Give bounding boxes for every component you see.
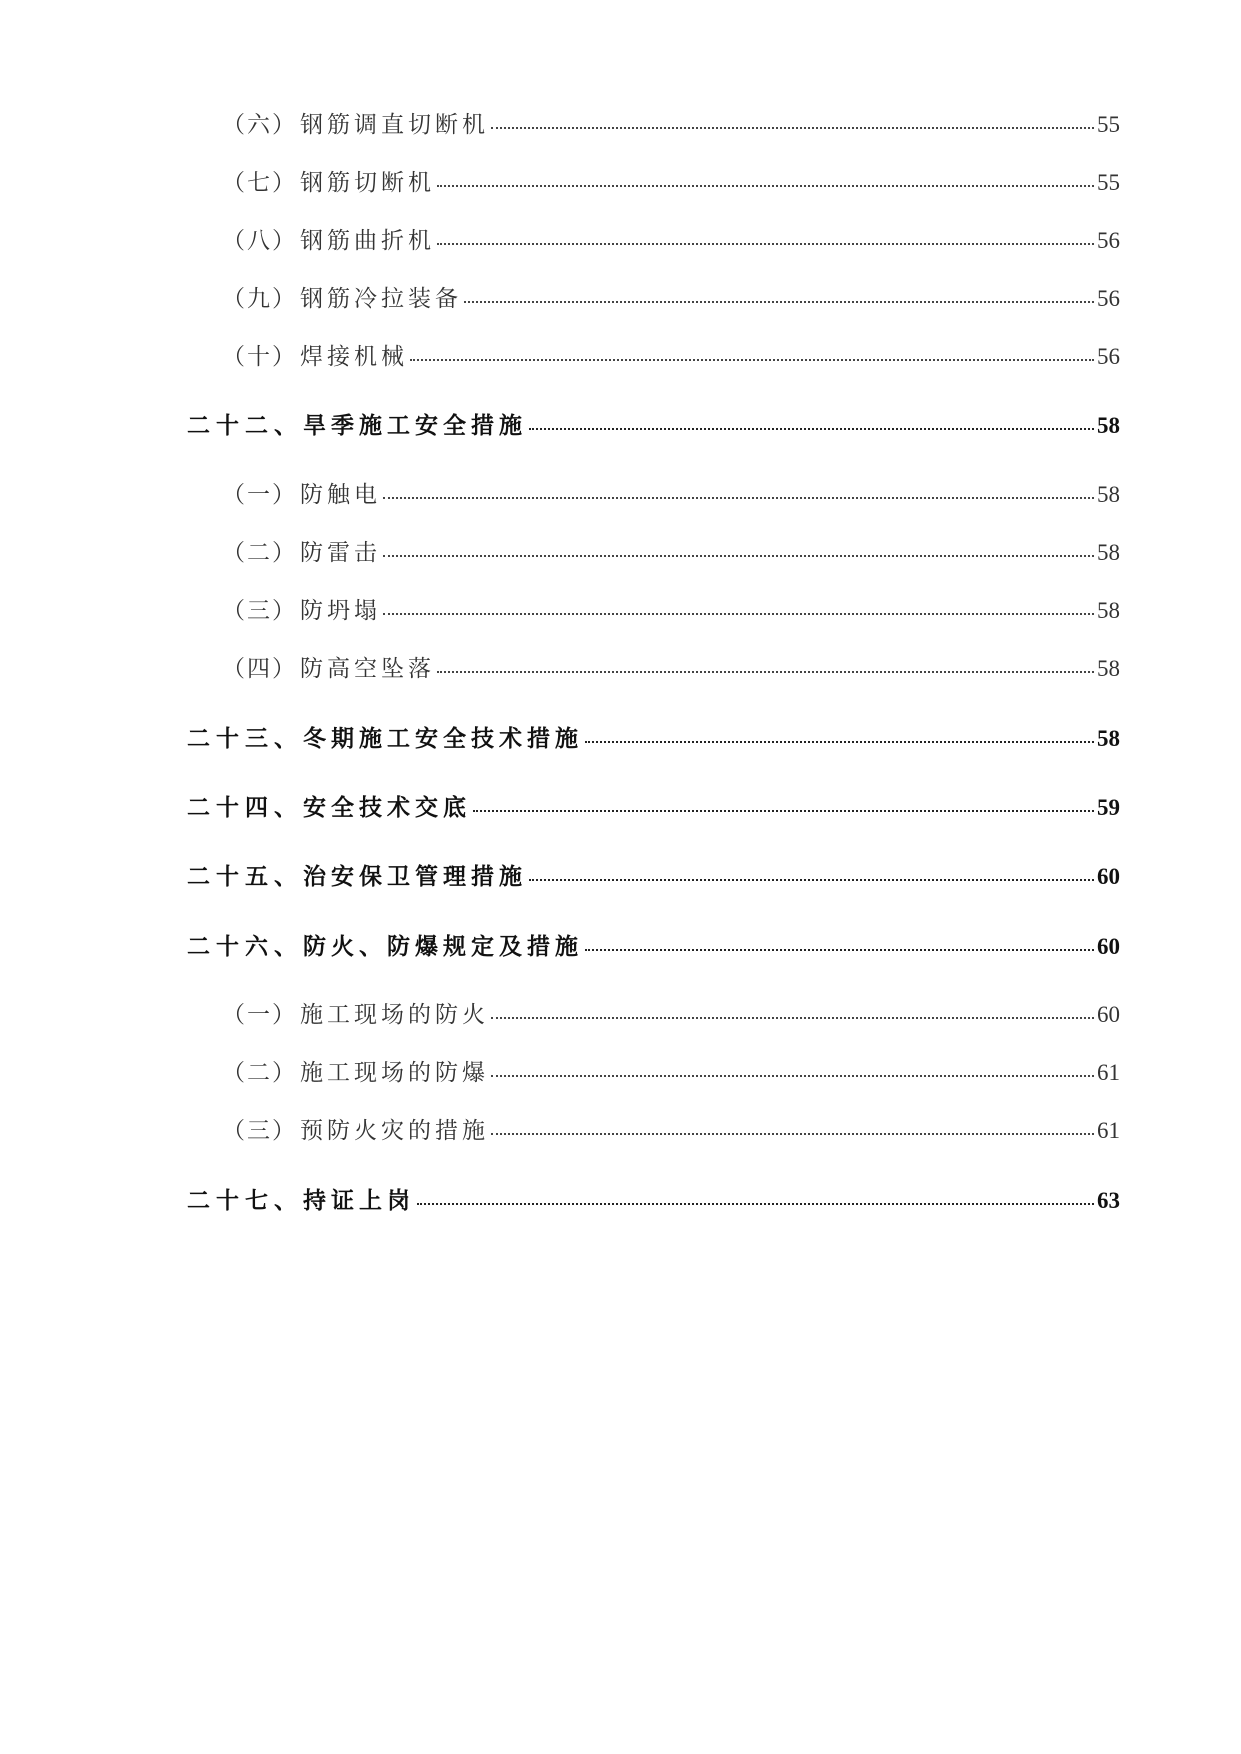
toc-dot-leader xyxy=(383,555,1094,557)
toc-entry-title: 钢筋调直切断机 xyxy=(300,112,489,138)
toc-entry[interactable] xyxy=(0,644,1241,684)
toc-entry-number: 二十六、 xyxy=(187,933,303,960)
toc-entry[interactable] xyxy=(0,1106,1241,1146)
toc-entry-page: 58 xyxy=(1097,413,1120,438)
toc-entry[interactable] xyxy=(0,528,1241,568)
toc-entry-page: 56 xyxy=(1097,286,1120,311)
toc-entry-number: （二） xyxy=(222,540,297,566)
toc-entry-page: 61 xyxy=(1097,1060,1120,1085)
toc-chapter-entry[interactable] xyxy=(0,401,1241,441)
toc-chapter-entry[interactable] xyxy=(0,714,1241,754)
toc-entry-number: （七） xyxy=(222,170,297,196)
toc-dot-leader xyxy=(464,301,1094,303)
toc-entry-number: （九） xyxy=(222,286,297,312)
toc-chapter-entry[interactable] xyxy=(0,783,1241,823)
toc-entry-page: 60 xyxy=(1097,934,1120,959)
toc-entry-number: 二十五、 xyxy=(187,863,303,890)
toc-entry-page: 56 xyxy=(1097,344,1120,369)
toc-entry-number: 二十四、 xyxy=(187,794,303,821)
toc-entry-number: （一） xyxy=(222,1002,297,1028)
toc-dot-leader xyxy=(491,1017,1094,1019)
toc-entry-number: 二十二、 xyxy=(187,412,303,439)
toc-entry-page: 58 xyxy=(1097,726,1120,751)
toc-entry-title: 钢筋切断机 xyxy=(300,170,435,196)
toc-entry-number: 二十七、 xyxy=(187,1187,303,1214)
toc-entry[interactable] xyxy=(0,990,1241,1030)
toc-entry-number: （四） xyxy=(222,656,297,682)
toc-entry-page: 56 xyxy=(1097,228,1120,253)
toc-entry-page: 58 xyxy=(1097,656,1120,681)
toc-entry-page: 55 xyxy=(1097,170,1120,195)
toc-entry-number: （三） xyxy=(222,1118,297,1144)
toc-entry-number: （一） xyxy=(222,482,297,508)
toc-entry[interactable] xyxy=(0,216,1241,256)
toc-entry-number: （三） xyxy=(222,598,297,624)
toc-entry-title: 持证上岗 xyxy=(303,1187,415,1214)
toc-entry[interactable] xyxy=(0,586,1241,626)
toc-entry-title: 防火、防爆规定及措施 xyxy=(303,933,583,960)
toc-entry-title: 防雷击 xyxy=(300,540,381,566)
toc-entry-page: 59 xyxy=(1097,795,1120,820)
toc-dot-leader xyxy=(417,1203,1094,1205)
toc-dot-leader xyxy=(437,671,1094,673)
toc-entry[interactable] xyxy=(0,1048,1241,1088)
toc-entry-title: 焊接机械 xyxy=(300,344,408,370)
toc-dot-leader xyxy=(383,613,1094,615)
toc-dot-leader xyxy=(383,497,1094,499)
toc-entry-title: 钢筋曲折机 xyxy=(300,228,435,254)
toc-entry-title: 旱季施工安全措施 xyxy=(303,412,527,439)
toc-entry-page: 58 xyxy=(1097,598,1120,623)
toc-entry[interactable] xyxy=(0,332,1241,372)
toc-entry-title: 防触电 xyxy=(300,482,381,508)
toc-entry-title: 预防火灾的措施 xyxy=(300,1118,489,1144)
toc-entry-number: 二十三、 xyxy=(187,725,303,752)
toc-entry-page: 63 xyxy=(1097,1188,1120,1213)
toc-entry-page: 61 xyxy=(1097,1118,1120,1143)
toc-entry-title: 防高空坠落 xyxy=(300,656,435,682)
toc-entry-title: 安全技术交底 xyxy=(303,794,471,821)
toc-entry[interactable] xyxy=(0,158,1241,198)
toc-entry-page: 58 xyxy=(1097,540,1120,565)
toc-dot-leader xyxy=(491,127,1094,129)
toc-chapter-entry[interactable] xyxy=(0,852,1241,892)
toc-dot-leader xyxy=(529,879,1094,881)
toc-dot-leader xyxy=(410,359,1094,361)
toc-dot-leader xyxy=(585,741,1094,743)
toc-entry-title: 治安保卫管理措施 xyxy=(303,863,527,890)
toc-entry[interactable] xyxy=(0,470,1241,510)
toc-entry-page: 60 xyxy=(1097,1002,1120,1027)
toc-dot-leader xyxy=(585,949,1094,951)
toc-entry-title: 施工现场的防爆 xyxy=(300,1060,489,1086)
toc-entry-title: 冬期施工安全技术措施 xyxy=(303,725,583,752)
toc-dot-leader xyxy=(491,1075,1094,1077)
toc-entry-title: 钢筋冷拉装备 xyxy=(300,286,462,312)
toc-entry-title: 施工现场的防火 xyxy=(300,1002,489,1028)
toc-chapter-entry[interactable] xyxy=(0,1176,1241,1216)
toc-dot-leader xyxy=(491,1133,1094,1135)
toc-entry-number: （二） xyxy=(222,1060,297,1086)
toc-entry-number: （八） xyxy=(222,228,297,254)
toc-entry[interactable] xyxy=(0,274,1241,314)
toc-dot-leader xyxy=(437,185,1094,187)
toc-entry-page: 55 xyxy=(1097,112,1120,137)
toc-chapter-entry[interactable] xyxy=(0,922,1241,962)
toc-dot-leader xyxy=(437,243,1094,245)
toc-entry-number: （十） xyxy=(222,344,297,370)
toc-entry-page: 58 xyxy=(1097,482,1120,507)
toc-entry-number: （六） xyxy=(222,112,297,138)
toc-entry-page: 60 xyxy=(1097,864,1120,889)
toc-dot-leader xyxy=(473,810,1094,812)
toc-entry[interactable] xyxy=(0,100,1241,140)
toc-entry-title: 防坍塌 xyxy=(300,598,381,624)
toc-dot-leader xyxy=(529,428,1094,430)
